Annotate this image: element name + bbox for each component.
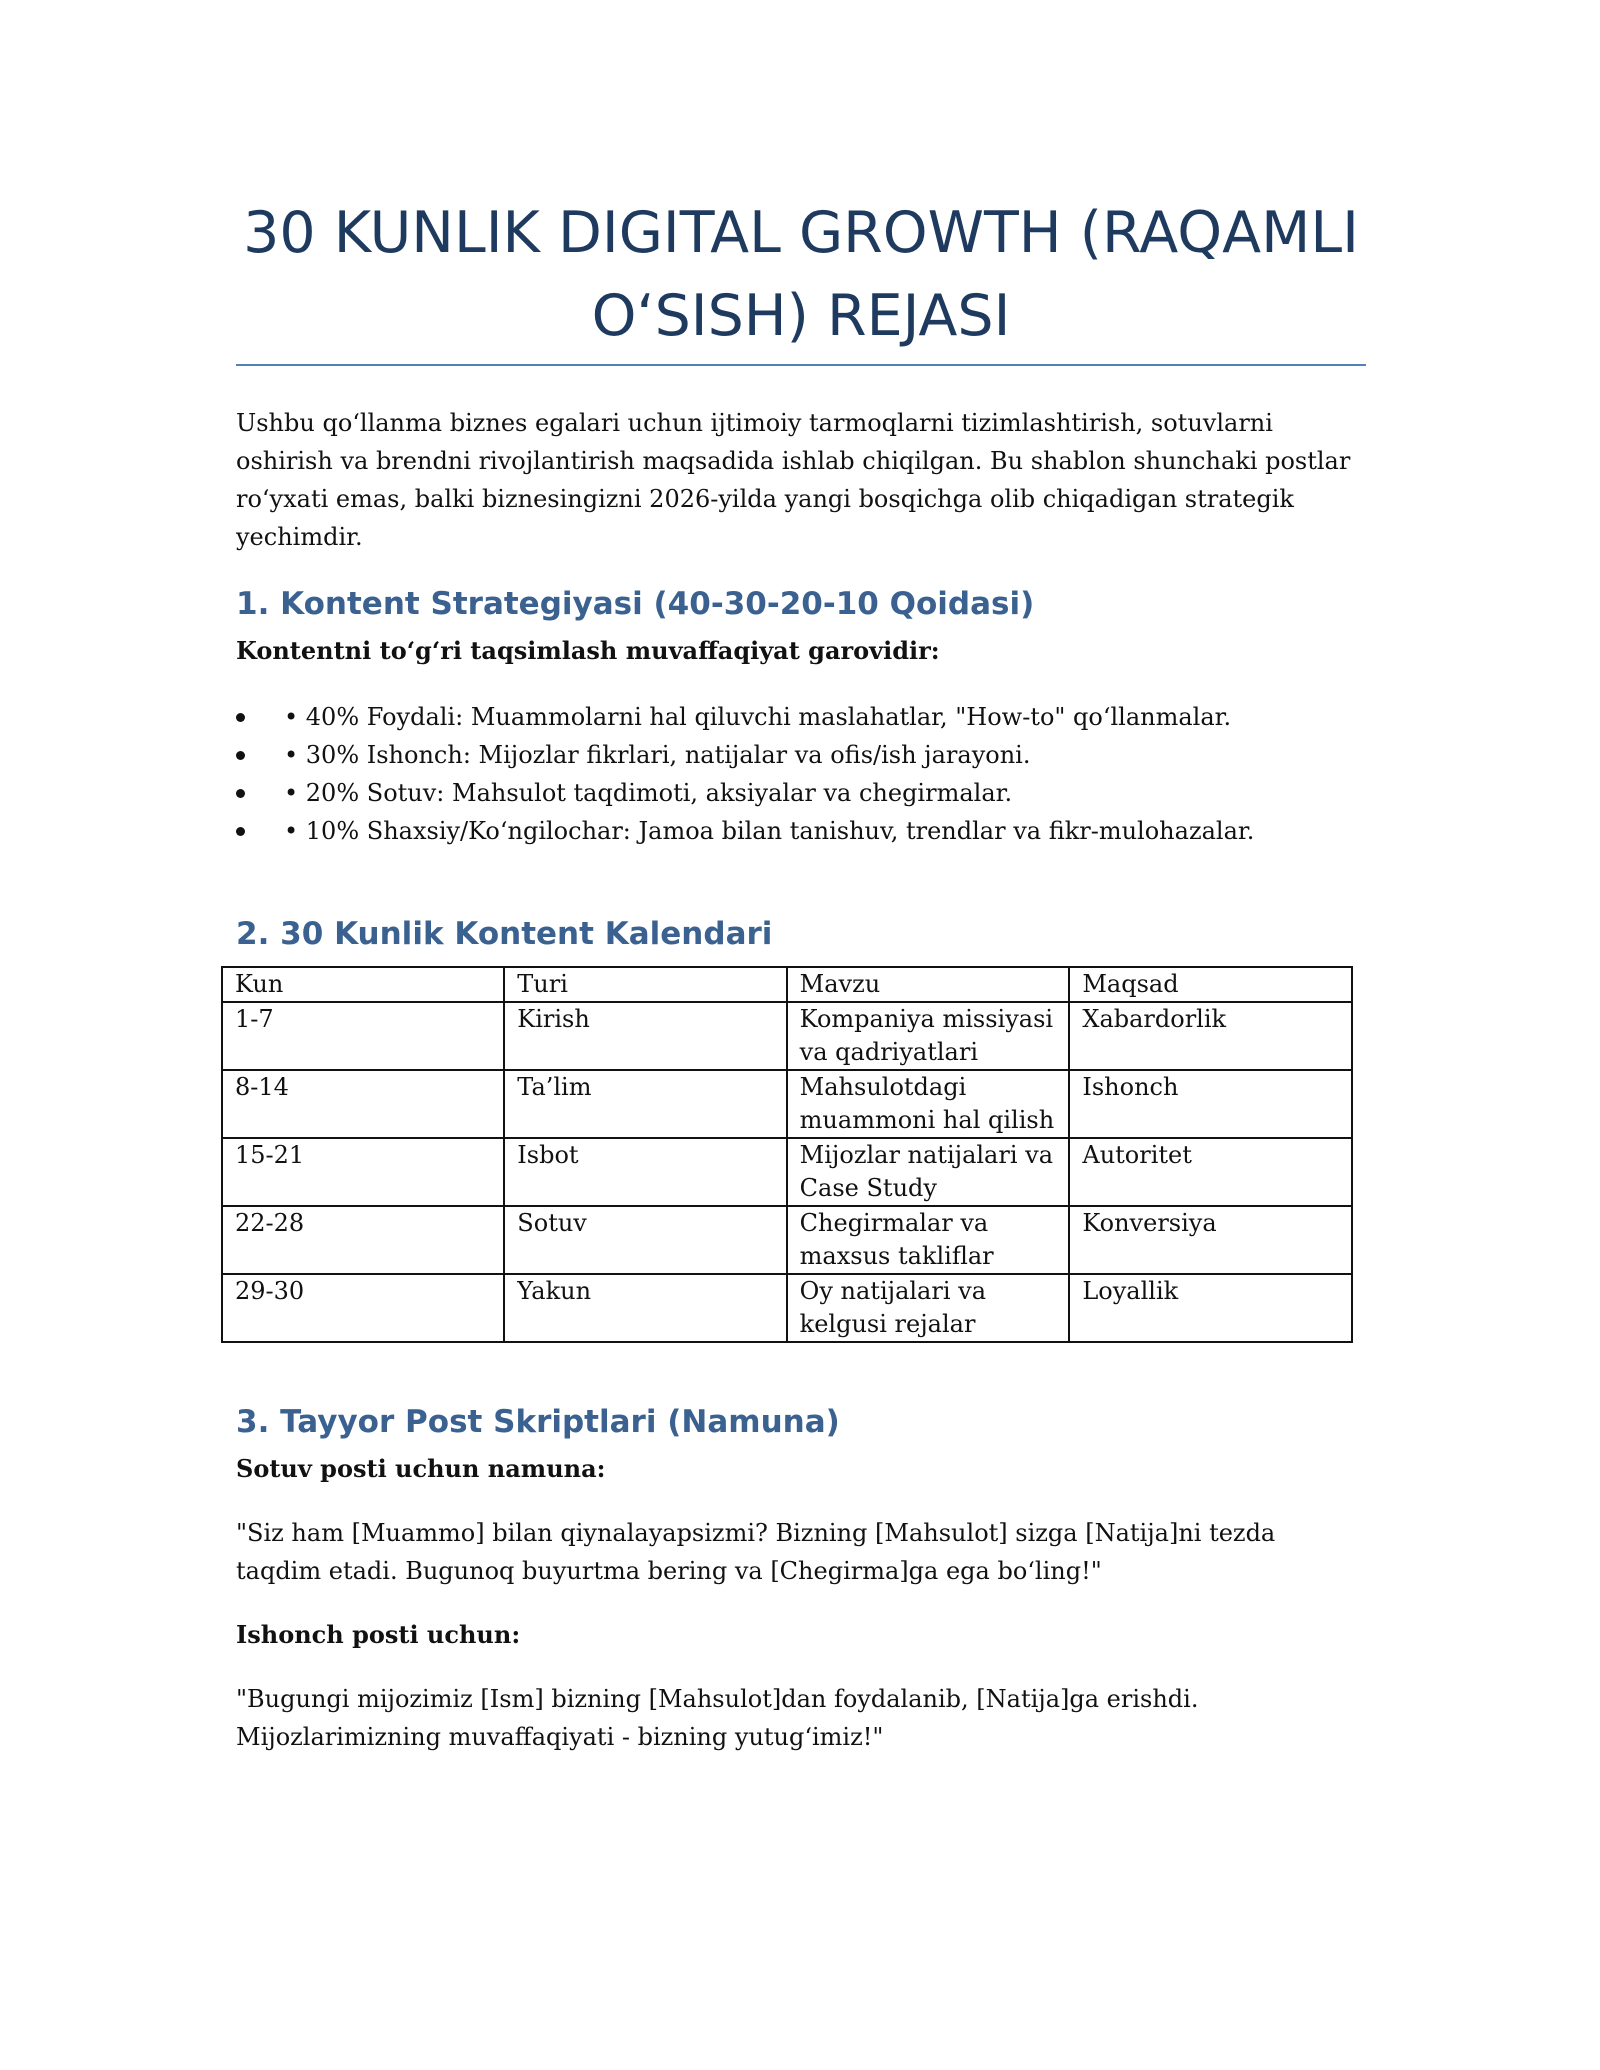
table-cell: 22-28: [222, 1206, 504, 1274]
table-cell: 29-30: [222, 1274, 504, 1342]
title-line-2: O‘SISH) REJASI: [591, 283, 1011, 349]
document-title: [236, 192, 1366, 358]
list-item: • 40% Foydali: Muammolarni hal qiluvchi maslahatlar, "How-to" qo‘llanmalar.: [236, 698, 1366, 736]
table-row: [222, 1138, 1352, 1206]
table-cell: Kirish: [504, 1002, 786, 1070]
column-header: Kun: [222, 967, 504, 1002]
section-2-heading: 2. 30 Kunlik Kontent Kalendari: [236, 916, 773, 952]
table-cell: 1-7: [222, 1002, 504, 1070]
bullet-dot-icon: [236, 713, 245, 722]
table-row: [222, 1274, 1352, 1342]
trust-sample-label: Ishonch posti uchun:: [236, 1620, 521, 1649]
sales-sample-text: "Siz ham [Muammo] bilan qiynalayapsizmi? Bizning [Mahsulot] sizga [Natija]ni tezda taqdim etadi. Bugunoq buyurtma bering va [Chegirma]ga ega bo‘ling!": [236, 1519, 1276, 1585]
column-header: Turi: [504, 967, 786, 1002]
section-3-heading: 3. Tayyor Post Skriptlari (Namuna): [236, 1404, 840, 1440]
bullet-dot-icon: [236, 751, 245, 760]
content-calendar-table: [221, 966, 1353, 1343]
table-cell: 8-14: [222, 1070, 504, 1138]
table-cell: Kompaniya missiyasi va qadriyatlari: [787, 1002, 1070, 1070]
table-row: [222, 1206, 1352, 1274]
sales-sample-label: Sotuv posti uchun namuna:: [236, 1454, 606, 1483]
table-cell: Ishonch: [1069, 1070, 1352, 1138]
table-cell: Isbot: [504, 1138, 786, 1206]
table-cell: Loyallik: [1069, 1274, 1352, 1342]
list-item: • 10% Shaxsiy/Ko‘ngilochar: Jamoa bilan tanishuv, trendlar va fikr-mulohazalar.: [236, 812, 1366, 850]
table-cell: Chegirmalar va maxsus takliflar: [787, 1206, 1070, 1274]
table-cell: Mahsulotdagi muammoni hal qilish: [787, 1070, 1070, 1138]
table-row: [222, 1070, 1352, 1138]
trust-sample-text: "Bugungi mijozimiz [Ism] bizning [Mahsulot]dan foydalanib, [Natija]ga erishdi. Mijozlarimizning muvaffaqiyati - bizning yutug‘imiz!": [236, 1685, 1199, 1751]
table-cell: Oy natijalari va kelgusi rejalar: [787, 1274, 1070, 1342]
table-cell: 15-21: [222, 1138, 504, 1206]
table-cell: Yakun: [504, 1274, 786, 1342]
list-item: • 30% Ishonch: Mijozlar fikrlari, natijalar va ofis/ish jarayoni.: [236, 736, 1366, 774]
title-line-1: 30 KUNLIK DIGITAL GROWTH (RAQAMLI: [243, 200, 1359, 266]
title-divider: [236, 364, 1366, 366]
section-1-heading: 1. Kontent Strategiyasi (40-30-20-10 Qoidasi): [236, 586, 1035, 622]
table-row: [222, 1002, 1352, 1070]
table-cell: Konversiya: [1069, 1206, 1352, 1274]
table-cell: Ta’lim: [504, 1070, 786, 1138]
table-header-row: [222, 967, 1352, 1002]
section-1-subheading: Kontentni to‘g‘ri taqsimlash muvaffaqiyat garovidir:: [236, 636, 940, 665]
table-cell: Xabardorlik: [1069, 1002, 1352, 1070]
intro-paragraph: Ushbu qo‘llanma biznes egalari uchun ijtimoiy tarmoqlarni tizimlashtirish, sotuvlarni oshirish va brendni rivojlantirish maqsadida ishlab chiqilgan. Bu shablon shunchaki postlar ro‘yxati emas, balki biznesingizni 2026-yilda yangi bosqichga olib chiqadigan strategik yechimdir.: [236, 409, 1351, 551]
table-cell: Mijozlar natijalari va Case Study: [787, 1138, 1070, 1206]
bullet-dot-icon: [236, 827, 245, 836]
content-strategy-list: [236, 698, 1366, 850]
list-item: • 20% Sotuv: Mahsulot taqdimoti, aksiyalar va chegirmalar.: [236, 774, 1366, 812]
column-header: Mavzu: [787, 967, 1070, 1002]
table-cell: Autoritet: [1069, 1138, 1352, 1206]
table-cell: Sotuv: [504, 1206, 786, 1274]
bullet-dot-icon: [236, 789, 245, 798]
column-header: Maqsad: [1069, 967, 1352, 1002]
